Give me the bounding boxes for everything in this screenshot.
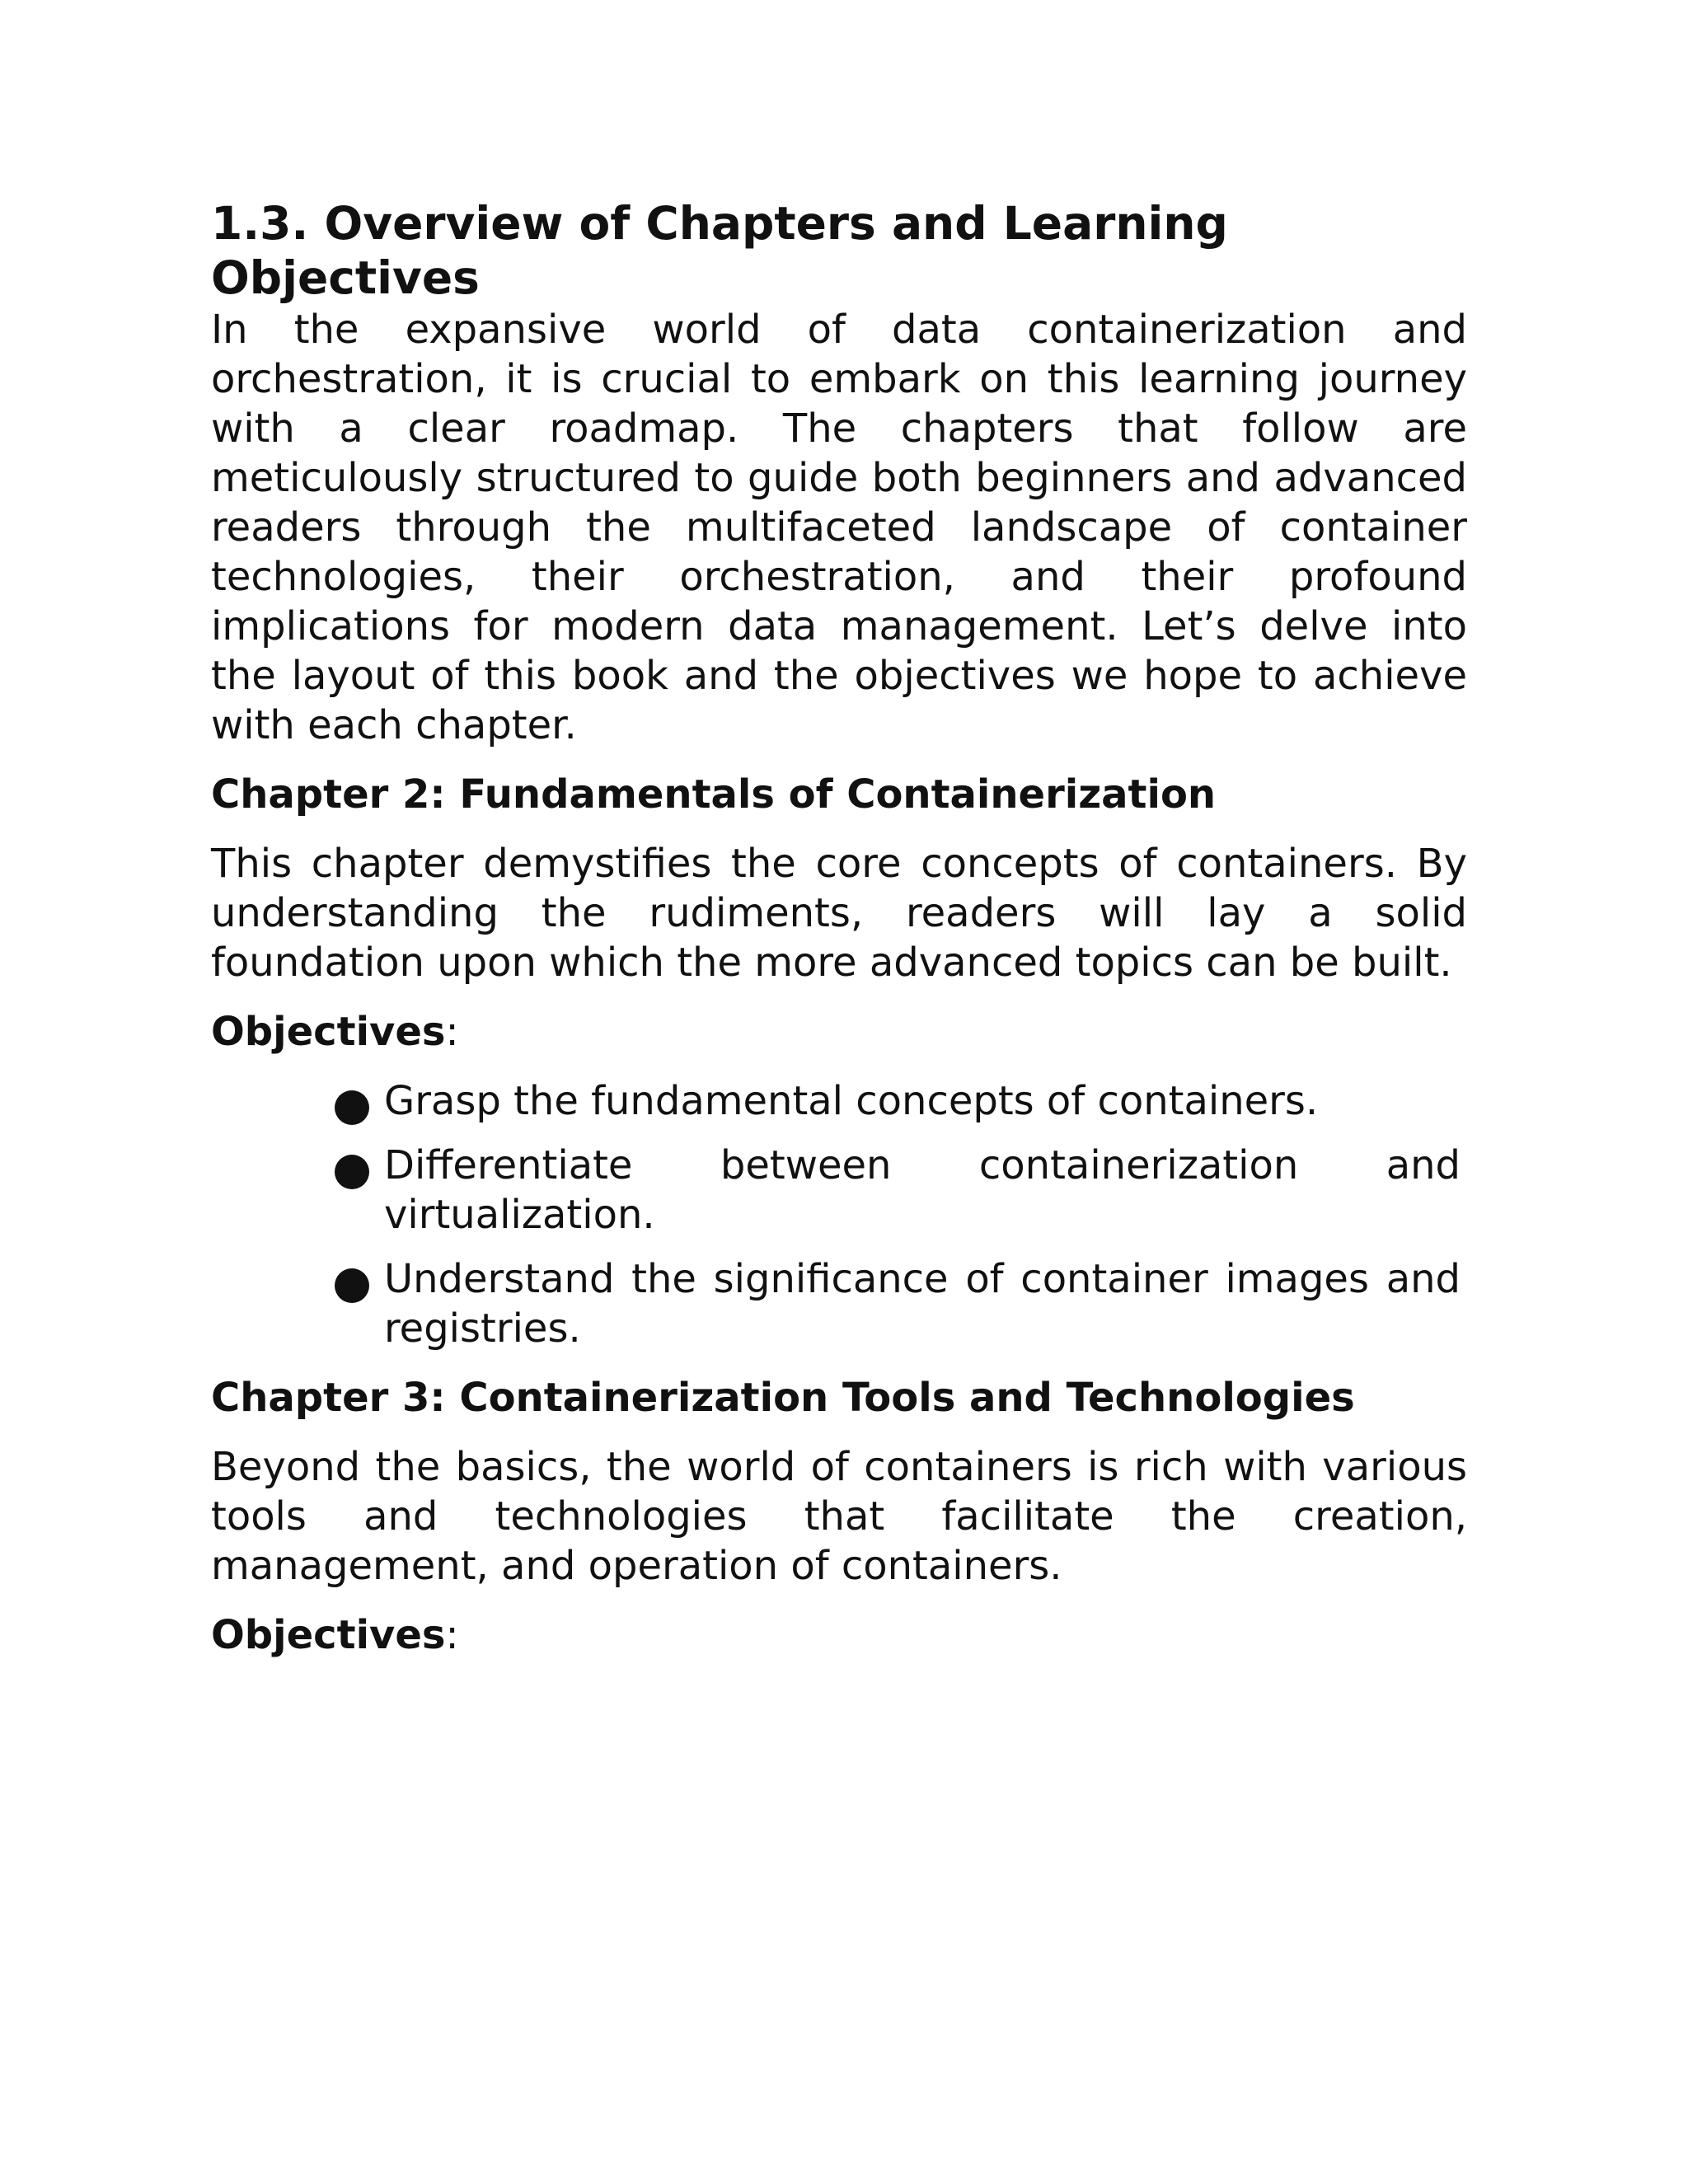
chapter-3-description: Beyond the basics, the world of containers is rich with various tools and technologies that facilitate the creation, management, and operation of containers.: [211, 1444, 1467, 1589]
chapter-2-objectives-list: [211, 1076, 1461, 1353]
document-page: [211, 196, 1467, 1680]
objective-text: Understand the significance of container images and registries.: [384, 1256, 1461, 1352]
bullet-icon: [335, 1155, 369, 1189]
list-item: [335, 1141, 1461, 1240]
chapter-3-objectives-label: [211, 1610, 1467, 1660]
chapter-2-objectives-label: [211, 1007, 1467, 1057]
section-intro: In the expansive world of data containerization and orchestration, it is crucial to embark on this learning journey with a clear roadmap. The chapters that follow are meticulously structured to guide both beginners and advanced readers through the multifaceted landscape of container technologies, their orchestration, and their profound implications for modern data management. Let’s delve into the layout of this book and the objectives we hope to achieve with each chapter.: [211, 307, 1467, 748]
bullet-icon: [335, 1090, 369, 1125]
objectives-label-colon: :: [445, 1009, 459, 1055]
objectives-label-colon: :: [445, 1612, 459, 1658]
bullet-icon: [335, 1268, 369, 1303]
objectives-label-text: Objectives: [211, 1612, 446, 1658]
objective-text: Differentiate between containerization and virtualization.: [384, 1142, 1461, 1238]
chapter-2-description: This chapter demystifies the core concepts of containers. By understanding the rudiments, readers will lay a solid foundation upon which the more advanced topics can be built.: [211, 841, 1467, 986]
list-item: [335, 1076, 1461, 1126]
list-item: [335, 1254, 1461, 1353]
objective-text: Grasp the fundamental concepts of containers.: [384, 1078, 1319, 1124]
chapter-2-heading: Chapter 2: Fundamentals of Containerization: [211, 771, 1217, 818]
chapter-3-heading: Chapter 3: Containerization Tools and Technologies: [211, 1375, 1355, 1421]
objectives-label-text: Objectives: [211, 1009, 446, 1055]
section-title: 1.3. Overview of Chapters and Learning Objectives: [211, 197, 1228, 304]
